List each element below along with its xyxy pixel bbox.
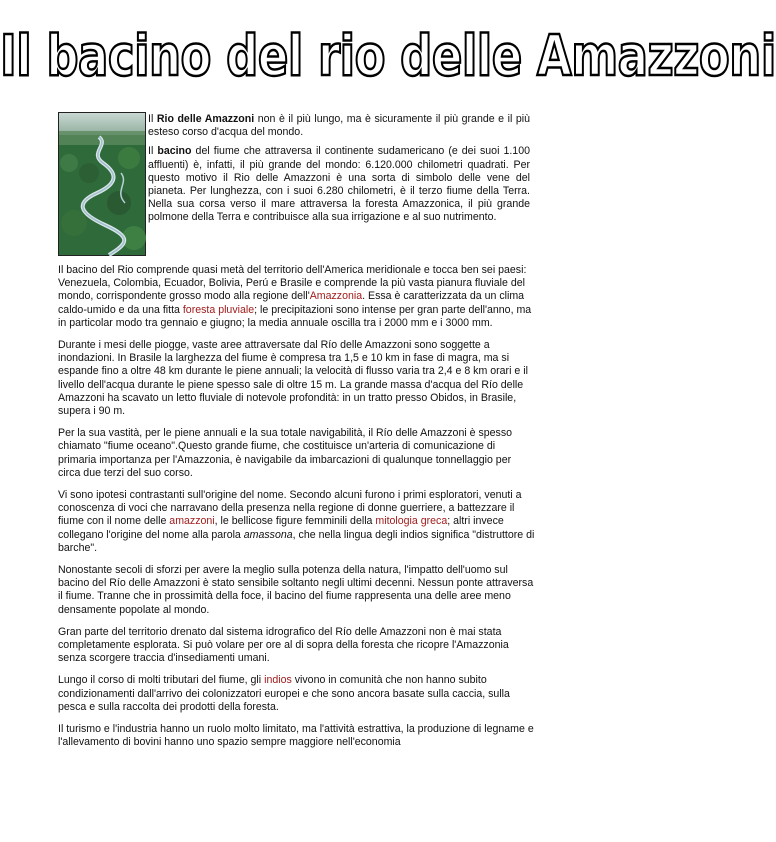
bold-term: bacino: [157, 145, 192, 158]
text-span: vivono in comunità che non hanno subito condizionamenti dall'arrivo dei colonizzatori europei e che sono ancora basate sulla caccia, sulla pesca e sulla raccolta dei prodotti della foresta.: [58, 674, 510, 713]
text-span: ; altri invece collegano l'origine del nome alla parola: [58, 515, 504, 541]
amazon-river-photo: [58, 112, 146, 256]
intro-paragraph: [148, 145, 530, 224]
text-span: , le bellicose figure femminili della: [214, 515, 376, 528]
intro-text: [148, 113, 530, 231]
body-paragraph: Gran parte del territorio drenato dal sistema idrografico del Río delle Amazzoni non è mai stata completamente esplorata. Si può volare per ore al di sopra della foresta che ricopre l'Amazzonia senza scorgere traccia d'insediamenti umani.: [58, 625, 509, 665]
body-paragraph: Il turismo e l'industria hanno un ruolo molto limitato, ma l'attività estrattiva, la produzione di legname e l'allevamento di bovini hanno uno spazio sempre maggiore nell'economia: [58, 723, 534, 749]
text-span: Lungo il corso di molti tributari del fiume, gli: [58, 674, 265, 687]
body-paragraph: Durante i mesi delle piogge, vaste aree attraversate dal Río delle Amazzoni sono soggette a inondazioni. In Brasile la larghezza del fiume è compresa tra 1,5 e 10 km in fase di magra, ma si espande fino a oltre 48 km durante le piene annuali; la velocità di flusso varia tra 2,4 e 8 km orari e il livello dell'acqua durante le piene spesso sale di oltre 15 m. La grande massa d'acqua del Río delle Amazzoni ha scavato un letto fluviale di notevole profondità: in un tratto presso Obidos, in Brasile, supera i 90 m.: [58, 339, 528, 418]
body-paragraph: [58, 264, 536, 330]
text-span: Vi sono ipotesi contrastanti sull'origine del nome. Secondo alcuni furono i primi esploratori, venuti a conoscenza di voci che narravano della presenza nella regione di donne guerriere, a battezzare il fiume con il nome delle: [58, 489, 522, 528]
body-paragraph: [58, 489, 536, 555]
link-foresta-pluviale[interactable]: foresta pluviale: [182, 303, 255, 316]
italic-term: amassona: [243, 528, 293, 541]
link-amazzonia[interactable]: Amazzonia: [309, 290, 363, 303]
text-span: Il: [148, 113, 157, 125]
link-indios[interactable]: indios: [264, 674, 292, 687]
text-span: Il bacino del Rio comprende quasi metà del territorio dell'America meridionale e tocca ben sei paesi: Venezuela, Colombia, Ecuador, Bolivia, Perú e Brasile e comprende la più vasta pianura fluviale del mondo, corrispondente grosso modo alla regione dell': [58, 264, 527, 303]
text-span: Il: [148, 145, 158, 158]
text-span: ; le precipitazioni sono intense per gran parte dell'anno, ma in particolar modo tra gennaio e giugno; la media annuale oscilla tra i 2000 mm e i 3000 mm.: [58, 303, 532, 329]
body-text: [58, 264, 536, 759]
text-span: del fiume che attraversa il continente sudamericano (e dei suoi 1.100 affluenti) è, infatti, il più grande del mondo: 6.120.000 chilometri quadrati. Per questo motivo il Rio delle Amazzoni è una sorta di simbolo delle vene del pianeta. Per lunghezza, con i suoi 6.280 chilometri, è il terzo fiume della Terra. Nella sua corsa verso il mare attraversa la foresta Amazzonica, il più grande polmone della Terra e contribuisce alla sua irrigazione e al suo nutrimento.: [148, 145, 530, 224]
text-span: . Essa è caratterizzata da un clima caldo-umido e da una fitta: [58, 290, 525, 316]
body-paragraph: Per la sua vastità, per le piene annuali e la sua totale navigabilità, il Río delle Amazzoni è spesso chiamato "fiume oceano".Questo grande fiume, che costituisce un'arteria di comunicazione di primaria importanza per l'Amazzonia, è navigabile da imbarcazioni di qualunque tonnellaggio per circa due terzi del suo corso.: [58, 427, 513, 479]
body-paragraph: Nonostante secoli di sforzi per avere la meglio sulla potenza della natura, l'impatto dell'uomo sul bacino del Río delle Amazzoni è stato sensibile soltanto negli ultimi decenni. Nessun ponte attraversa il fiume. Tranne che in prossimità della foce, il bacino del fiume rappresenta una delle aree meno densamente popolate al mondo.: [58, 564, 534, 616]
body-paragraph: [58, 674, 536, 714]
link-mitologia-greca[interactable]: mitologia greca: [375, 515, 448, 528]
intro-paragraph: [148, 113, 530, 139]
text-span: non è il più lungo, ma è sicuramente il più grande e il più esteso corso d'acqua del mondo.: [148, 113, 531, 139]
text-span: , che nella lingua degli indios significa "distruttore di barche".: [58, 528, 535, 554]
page-title: Il bacino del rio delle Amazzoni: [0, 22, 776, 89]
bold-term: Rio delle Amazzoni: [156, 113, 255, 125]
link-amazzoni[interactable]: amazzoni: [169, 515, 215, 528]
